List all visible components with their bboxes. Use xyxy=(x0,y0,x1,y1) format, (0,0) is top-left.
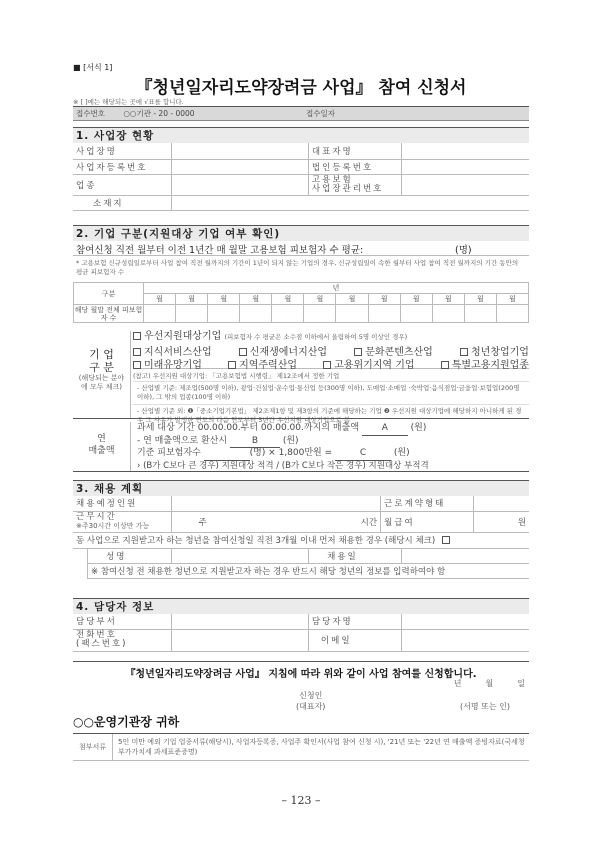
receipt-number-label: 접수번호 xyxy=(76,109,105,118)
insured-count-cell[interactable] xyxy=(240,305,272,323)
week-label: 주 xyxy=(198,517,207,528)
label-representative: 대표자명 xyxy=(308,143,401,159)
label-insurance-no xyxy=(308,174,401,195)
day-label: 일 xyxy=(517,679,525,688)
sales-a-field[interactable]: A xyxy=(362,423,408,436)
label-insurance-b: 사업장관리번호 xyxy=(311,183,384,194)
checkbox[interactable] xyxy=(133,348,141,356)
checkbox[interactable] xyxy=(133,361,141,369)
year-header: 년 xyxy=(144,283,529,294)
attachments-text: 5인 미만 예외 기업 업종서류(해당시), 사업자등록증, 사업주 확인서(사업 참여 신청 시), '21년 또는 '22년 연 매출액 증빙자료(국세청 부가가치세 과세표준증명) xyxy=(118,738,525,756)
month-header: 월 xyxy=(464,294,496,305)
option-label: 미래유망기업 xyxy=(144,360,202,371)
sales-block xyxy=(73,422,529,472)
check-note: ※ [ ]에는 해당되는 곳에 √표를 합니다. xyxy=(73,98,184,106)
company-type-option[interactable] xyxy=(239,343,327,356)
section-title: 4. 담당자 정보 xyxy=(73,598,529,614)
ref-industry: - 산업별 기준: 제조업(500명 이하), 광업·건설업·운수업·통신업 등(300명 이하), 도매업·소매업 ·숙박업·음식점업·금융업·보험업(200명 이하), 그 밖의 업종(100명 이하) xyxy=(133,382,529,405)
insured-count-cell[interactable] xyxy=(368,305,400,323)
company-type-option[interactable] xyxy=(323,356,415,371)
salary-field[interactable] xyxy=(474,511,529,532)
company-type-option[interactable] xyxy=(354,343,433,356)
month-header: 월 xyxy=(176,294,208,305)
insured-count-field[interactable] xyxy=(204,448,250,461)
signature-field[interactable]: (서명 또는 인) xyxy=(460,702,510,711)
month-header: 월 xyxy=(208,294,240,305)
ref-other: - 산업별 기준 외: ❶「중소기업기본법」 제2조제1항 및 제3항의 기준에 해당하는 기업 ❷ 우선지원 대상기업에 해당하지 아니하게 된 경우 그 사유가 발생한 연도의 다음 연도부터 5년간 우선지원 대상기업으로 봄 xyxy=(137,407,522,424)
prior-hire-text: 동 사업으로 지원받고자 하는 청년을 참여신청일 직전 3개월 이내 먼저 채용한 경우 (해당시 체크) xyxy=(76,536,436,546)
date-line xyxy=(73,678,529,689)
prior-hire-checkbox[interactable] xyxy=(442,536,450,544)
planned-hires-field[interactable] xyxy=(171,496,381,511)
label-youth-name: 성명 xyxy=(88,549,172,564)
option-label: 특별고용지원업종 xyxy=(451,360,529,371)
insured-count-cell[interactable] xyxy=(208,305,240,323)
checkbox[interactable] xyxy=(133,332,141,340)
option-label: 청년창업기업 xyxy=(471,347,529,358)
checkbox[interactable] xyxy=(323,361,331,369)
sales-eligibility: › (B가 C보다 큰 경우) 지원대상 적격 / (B가 C보다 작은 경우) 지원대상 부적격 xyxy=(137,460,429,471)
address-field[interactable] xyxy=(171,195,529,210)
company-type-option[interactable] xyxy=(133,343,212,356)
company-type-label xyxy=(73,331,131,418)
avg-note: * 고용보험 신규성립일로부터 사업 참여 직전 월까지의 기간이 1년이 되지 않는 기업의 경우, 신규성립일이 속한 월부터 사업 참여 직전 월까지의 기간 동안의 평균 피보험자 수 xyxy=(76,259,519,276)
receipt-number-value: ○○기관 - 20 - 0000 xyxy=(123,109,195,118)
contract-type-field[interactable] xyxy=(474,496,529,511)
insured-count-cell[interactable] xyxy=(176,305,208,323)
type-sublabel: (해당되는 분야에 모두 체크) xyxy=(78,374,125,391)
avg-insured-line xyxy=(73,241,529,256)
insured-count-cell[interactable] xyxy=(144,305,176,323)
label-department: 담당부서 xyxy=(73,614,171,629)
representative-label: (대표자) xyxy=(296,702,326,711)
form-label: ■ [서식 1] xyxy=(73,63,113,72)
avg-insured-unit: (명) xyxy=(455,245,472,256)
checkbox[interactable] xyxy=(354,348,362,356)
option-label: 지역주력산업 xyxy=(239,360,298,371)
won-unit: (원) xyxy=(393,448,410,458)
label-insurance-a: 고용보험 xyxy=(311,174,353,185)
label-email: 이메일 xyxy=(308,629,401,651)
month-header: 월 xyxy=(432,294,464,305)
month-header: 월 xyxy=(336,294,368,305)
won-unit: 원 xyxy=(517,517,526,528)
col-label: 구분 xyxy=(74,283,144,305)
page-title: 『청년일자리도약장려금 사업』 참여 신청서 xyxy=(135,78,467,98)
insured-count-cell[interactable] xyxy=(304,305,336,323)
month-label: 월 xyxy=(485,679,494,688)
section-title: 2. 기업 구분(지원대상 기업 여부 확인) xyxy=(73,225,529,241)
insured-count-cell[interactable] xyxy=(496,305,528,323)
option-label: 지식서비스산업 xyxy=(144,347,212,358)
label-salary: 월급여 xyxy=(381,511,474,532)
section-business xyxy=(73,127,529,211)
year-label: 년 xyxy=(453,679,462,688)
insurance-no-field[interactable] xyxy=(401,174,529,195)
sales-line-1 xyxy=(137,423,529,436)
declaration: 『청년일자리도약장려금 사업』 지침에 따라 위와 같이 사업 참여를 신청합니다. xyxy=(73,661,529,680)
checkbox[interactable] xyxy=(460,348,468,356)
sales-b-field[interactable]: B xyxy=(230,436,280,449)
attachments xyxy=(73,733,529,761)
month-header: 월 xyxy=(144,294,176,305)
month-header: 월 xyxy=(368,294,400,305)
prior-hire-note: ※ 참여신청 전 채용한 청년으로 지원받고자 하는 경우 반드시 해당 청년의 정보를 입력하여야 함 xyxy=(88,564,530,579)
sales-text: 기준 피보험자수 xyxy=(137,448,201,458)
checkbox[interactable] xyxy=(239,348,247,356)
section-contact xyxy=(73,598,529,652)
won-unit: (원) xyxy=(282,435,299,446)
month-header: 월 xyxy=(304,294,336,305)
receipt-bar xyxy=(73,106,529,121)
section-title: 3. 채용 계획 xyxy=(73,480,529,496)
label-address: 소재지 xyxy=(73,195,171,210)
applicant-label: 신청인 xyxy=(299,691,323,700)
addressee: ○○운영기관장 귀하 xyxy=(73,715,180,729)
business-name-field[interactable] xyxy=(171,143,308,159)
month-header: 월 xyxy=(496,294,528,305)
department-field[interactable] xyxy=(171,614,308,629)
label-corp-reg-no: 법인등록번호 xyxy=(308,159,401,174)
option-priority[interactable] xyxy=(133,331,529,343)
month-header: 월 xyxy=(272,294,304,305)
applicant-block xyxy=(296,690,325,712)
corp-reg-no-field[interactable] xyxy=(401,159,529,174)
option-label: 우선지원대상기업 xyxy=(144,331,222,342)
company-type-option[interactable] xyxy=(133,356,202,371)
option-label: 문화콘텐츠산업 xyxy=(365,347,433,358)
company-type-option[interactable] xyxy=(441,356,529,371)
label-contact-person: 담당자명 xyxy=(308,614,401,629)
section-company-type xyxy=(73,225,529,323)
sales-c-field[interactable]: C xyxy=(335,448,391,461)
label-work-hours xyxy=(73,511,171,532)
phone-field[interactable] xyxy=(171,629,308,651)
attachments-label: 첨부서류 xyxy=(73,734,113,761)
ref-title: (참고) 우선지원 대상기업: 「고용보험법 시행령」 제12조에서 정한 기업 xyxy=(133,369,529,382)
section-title: 1. 사업장 현황 xyxy=(73,127,529,143)
avg-insured-label: 참여신청 직전 월부터 이전 1년간 매 월말 고용보험 피보험자 수 평균: xyxy=(76,245,364,256)
contact-person-field[interactable] xyxy=(401,614,529,629)
label-planned-hires: 채용예정인원 xyxy=(73,496,171,511)
label-business-reg-no: 사업자등록번호 xyxy=(73,159,171,174)
sales-line-2 xyxy=(137,436,529,449)
hours-unit: 시간 xyxy=(360,517,378,528)
representative-field[interactable] xyxy=(401,143,529,159)
hire-date-field[interactable] xyxy=(402,549,529,564)
fax-label: (팩스번호) xyxy=(76,639,128,649)
won-unit: (원) xyxy=(410,423,427,433)
checkbox[interactable] xyxy=(441,361,449,369)
insured-count-cell[interactable] xyxy=(432,305,464,323)
insured-count-cell[interactable] xyxy=(272,305,304,323)
work-hours-field[interactable] xyxy=(171,511,381,532)
monthly-insured-table xyxy=(73,282,529,323)
insured-count-cell[interactable] xyxy=(336,305,368,323)
option-label: 고용위기지역 기업 xyxy=(334,360,415,371)
month-header: 월 xyxy=(400,294,432,305)
row-label: 해당 월말 전체 피보험자 수 xyxy=(74,305,143,322)
label-hire-date: 채용일 xyxy=(309,549,402,564)
option-label: 신재생에너지산업 xyxy=(249,347,328,358)
insured-count-cell[interactable] xyxy=(464,305,496,323)
receipt-date-label: 접수일자 xyxy=(306,109,335,118)
page-number: – 123 – xyxy=(281,794,321,807)
company-type-option[interactable] xyxy=(460,343,529,356)
sales-label-1: 연 xyxy=(97,434,106,444)
label-contract-type: 근로계약형태 xyxy=(381,496,474,511)
sales-text: 과세 대상 기간 00.00.00.부터 00.00.00.까지의 매출액 xyxy=(137,423,359,433)
company-type-block xyxy=(73,331,529,424)
label-industry: 업종 xyxy=(73,174,171,195)
sales-text: - 연 매출액으로 환산시 xyxy=(137,435,228,446)
label-business-name: 사업장명 xyxy=(73,143,171,159)
work-hours-note: ※주30시간 이상만 가능 xyxy=(76,521,150,530)
label-phone xyxy=(73,629,171,651)
business-reg-no-field[interactable] xyxy=(171,159,308,174)
sales-line-3 xyxy=(137,448,529,461)
section-hiring xyxy=(73,480,529,579)
company-type-option[interactable] xyxy=(228,356,298,371)
checkbox[interactable] xyxy=(228,361,236,369)
option-note: (피보험자 수 평균은 소수점 이하에서 올림하여 5명 이상인 경우) xyxy=(224,333,408,341)
phone-label: 전화번호 xyxy=(76,630,117,640)
industry-field[interactable] xyxy=(171,174,308,195)
email-field[interactable] xyxy=(401,629,529,651)
work-hours-label: 근무시간 xyxy=(76,511,117,522)
month-header: 월 xyxy=(240,294,272,305)
insured-count-cell[interactable] xyxy=(400,305,432,323)
youth-name-field[interactable] xyxy=(172,549,309,564)
type-label: 기 업 구 분 xyxy=(89,348,114,374)
sales-label-2: 매출액 xyxy=(88,446,115,456)
sales-formula: (명) × 1,800만원 = xyxy=(249,448,333,458)
prior-hire-row xyxy=(73,532,529,548)
sales-label xyxy=(73,422,131,471)
